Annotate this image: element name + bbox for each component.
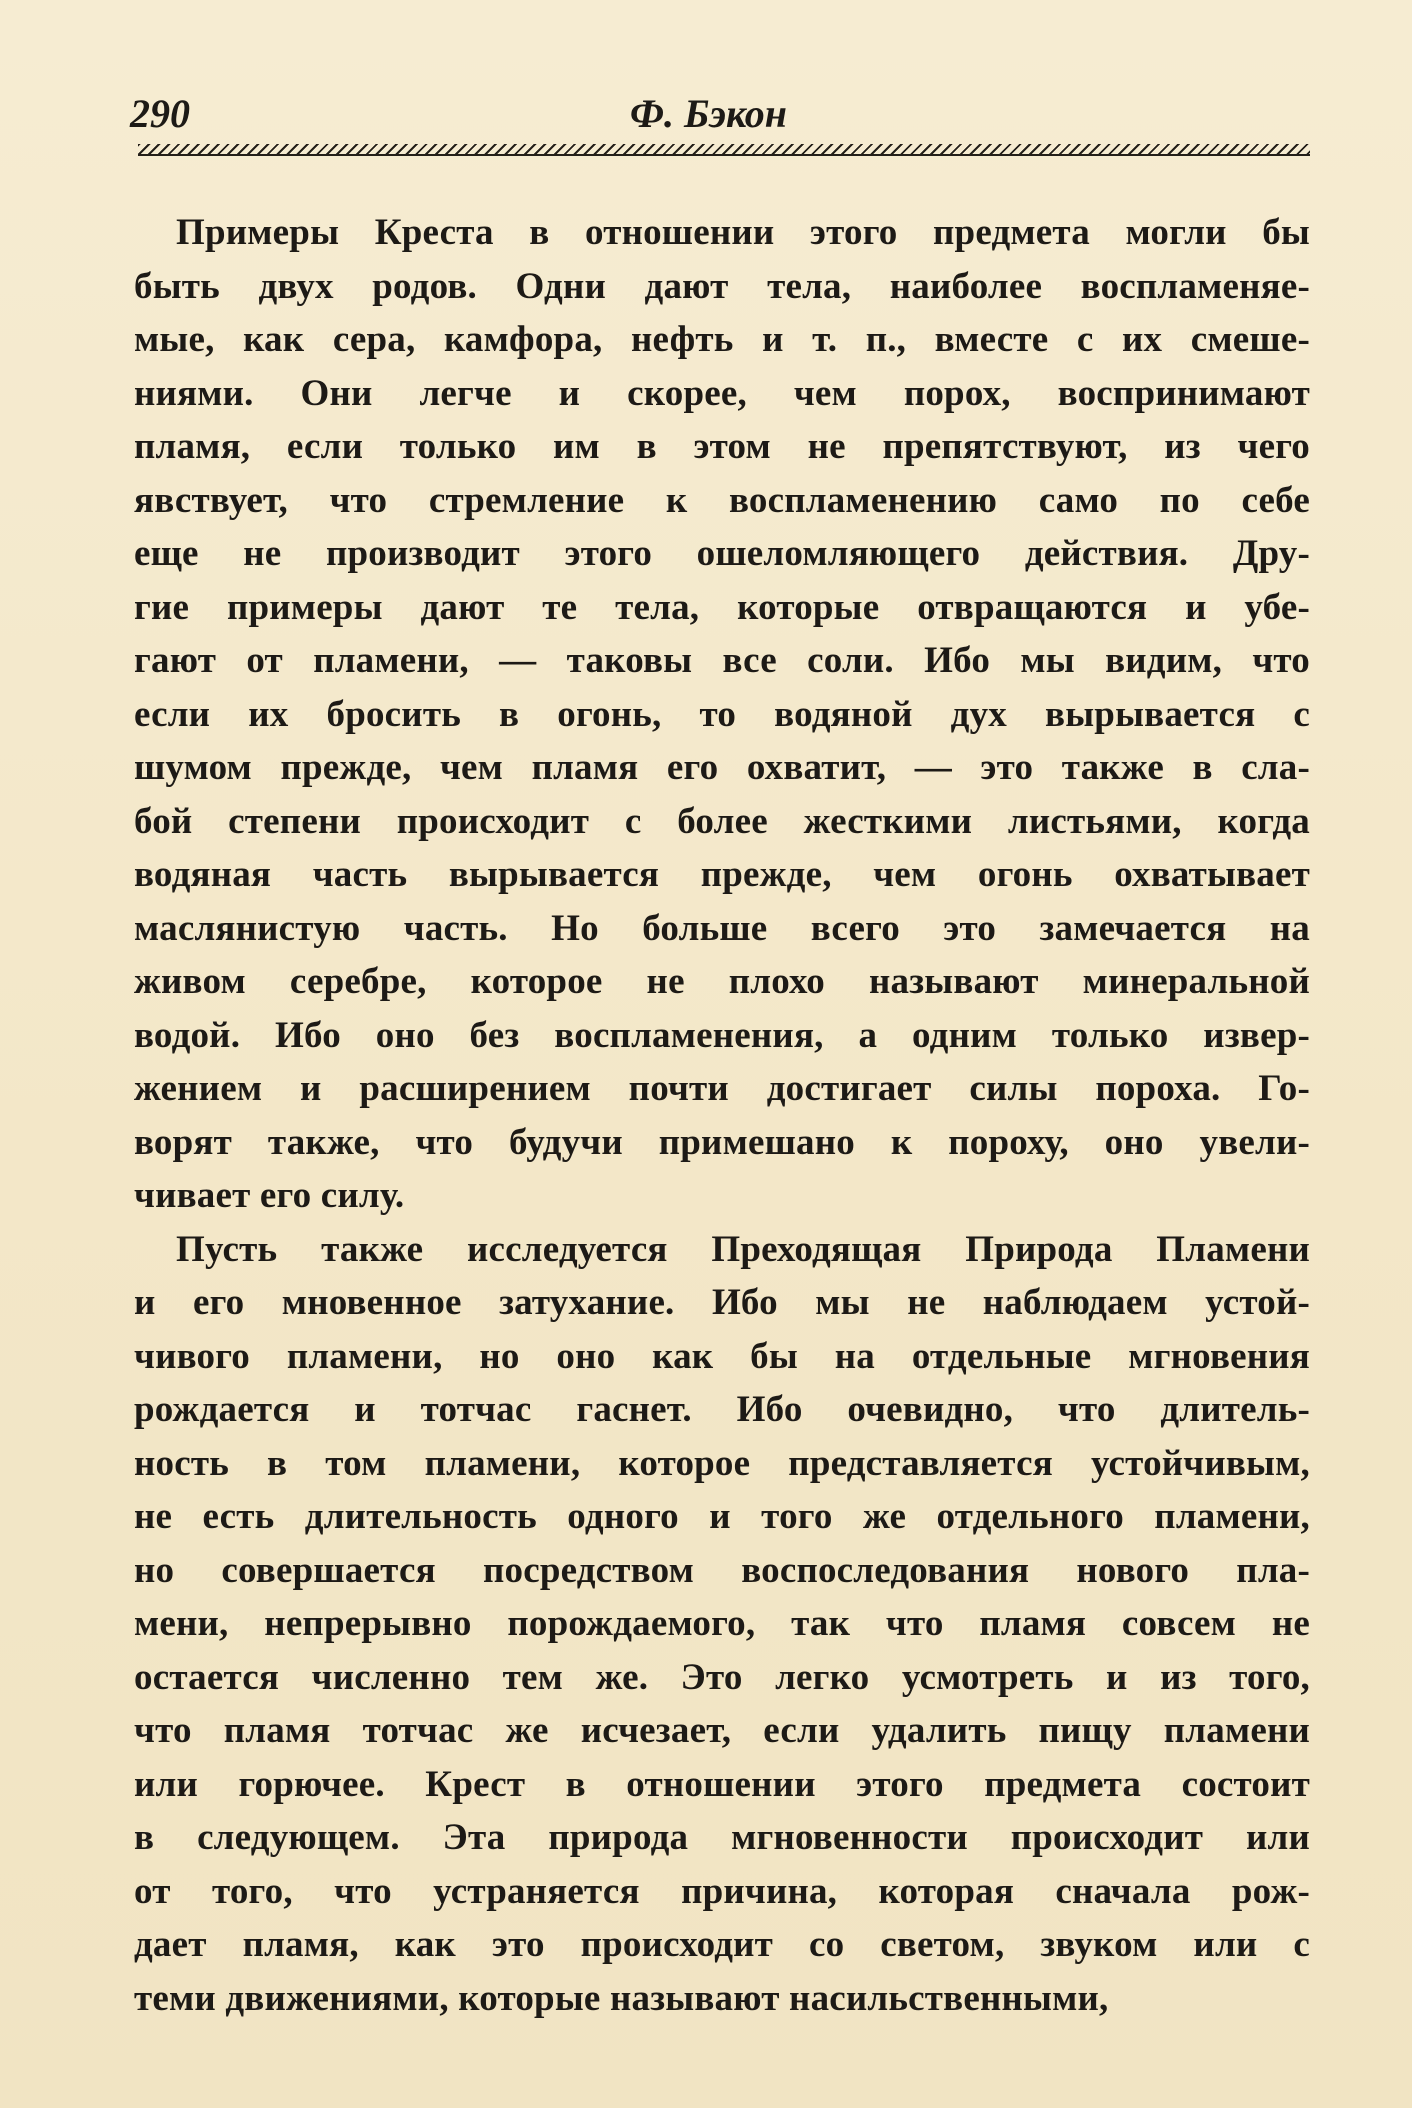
text-line: бой степени происходит с более жесткими листьями, когда — [134, 800, 1310, 842]
text-line: не есть длительность одного и того же отдельного пламени, — [134, 1496, 1310, 1537]
text-line: ниями. Они легче и скорее, чем порох, воспринимают — [134, 372, 1310, 414]
text-line: мые, как сера, камфора, нефть и т. п., вместе с их смеше- — [134, 319, 1310, 360]
text-line: Примеры Креста в отношении этого предмета могли бы — [176, 212, 1310, 253]
text-line: Пусть также исследуется Преходящая Природа Пламени — [176, 1228, 1310, 1270]
text-line: дает пламя, как это происходит со светом, звуком или с — [134, 1924, 1310, 1965]
page-number: 290 — [130, 91, 190, 136]
decorative-header-rule — [138, 144, 1310, 156]
text-line: водой. Ибо оно без воспламенения, а одним только извер- — [134, 1014, 1310, 1056]
text-line: от того, что устраняется причина, которая сначала рож- — [134, 1870, 1310, 1912]
text-line: шумом прежде, чем пламя его охватит, — это также в сла- — [134, 747, 1310, 788]
text-line: если их бросить в огонь, то водяной дух вырывается с — [134, 693, 1310, 735]
text-line: остается численно тем же. Это легко усмотреть и из того, — [134, 1656, 1310, 1698]
text-line: чивого пламени, но оно как бы на отдельные мгновения — [134, 1335, 1310, 1377]
text-line: чивает его силу. — [134, 1175, 405, 1216]
text-line: водяная часть вырывается прежде, чем огонь охватывает — [134, 854, 1310, 895]
text-line: гие примеры дают те тела, которые отвращаются и убе- — [134, 586, 1310, 628]
text-line: теми движениями, которые называют насильственными, — [134, 1977, 1109, 2019]
body-text — [134, 206, 1310, 2025]
text-line: или горючее. Крест в отношении этого предмета состоит — [134, 1763, 1310, 1805]
text-line: но совершается посредством воспоследования нового пла- — [134, 1549, 1310, 1591]
text-line: живом серебре, которое не плохо называют минеральной — [134, 961, 1310, 1002]
text-line: жением и расширением почти достигает силы пороха. Го- — [134, 1068, 1310, 1109]
text-line: рождается и тотчас гаснет. Ибо очевидно, что длитель- — [134, 1389, 1310, 1430]
text-line: ворят также, что будучи примешано к пороху, оно увели- — [134, 1121, 1310, 1163]
text-line: пламя, если только им в этом не препятствуют, из чего — [134, 426, 1310, 467]
text-line: ность в том пламени, которое представляется устойчивым, — [134, 1442, 1310, 1484]
text-line: явствует, что стремление к воспламенению само по себе — [134, 479, 1310, 521]
text-line: и его мновенное затухание. Ибо мы не наблюдаем устой- — [134, 1282, 1310, 1323]
text-line: маслянистую часть. Но больше всего это замечается на — [134, 907, 1310, 949]
text-line: мени, непрерывно порождаемого, так что пламя совсем не — [134, 1603, 1310, 1644]
text-line: быть двух родов. Одни дают тела, наиболее воспламеняе- — [134, 265, 1310, 307]
running-title: Ф. Бэкон — [630, 91, 787, 136]
text-line: что пламя тотчас же исчезает, если удалить пищу пламени — [134, 1710, 1310, 1751]
running-head — [130, 84, 1310, 144]
text-line: гают от пламени, — таковы все соли. Ибо мы видим, что — [134, 640, 1310, 681]
text-line: в следующем. Эта природа мгновенности происходит или — [134, 1817, 1310, 1858]
text-line: еще не производит этого ошеломляющего действия. Дру- — [134, 533, 1310, 574]
